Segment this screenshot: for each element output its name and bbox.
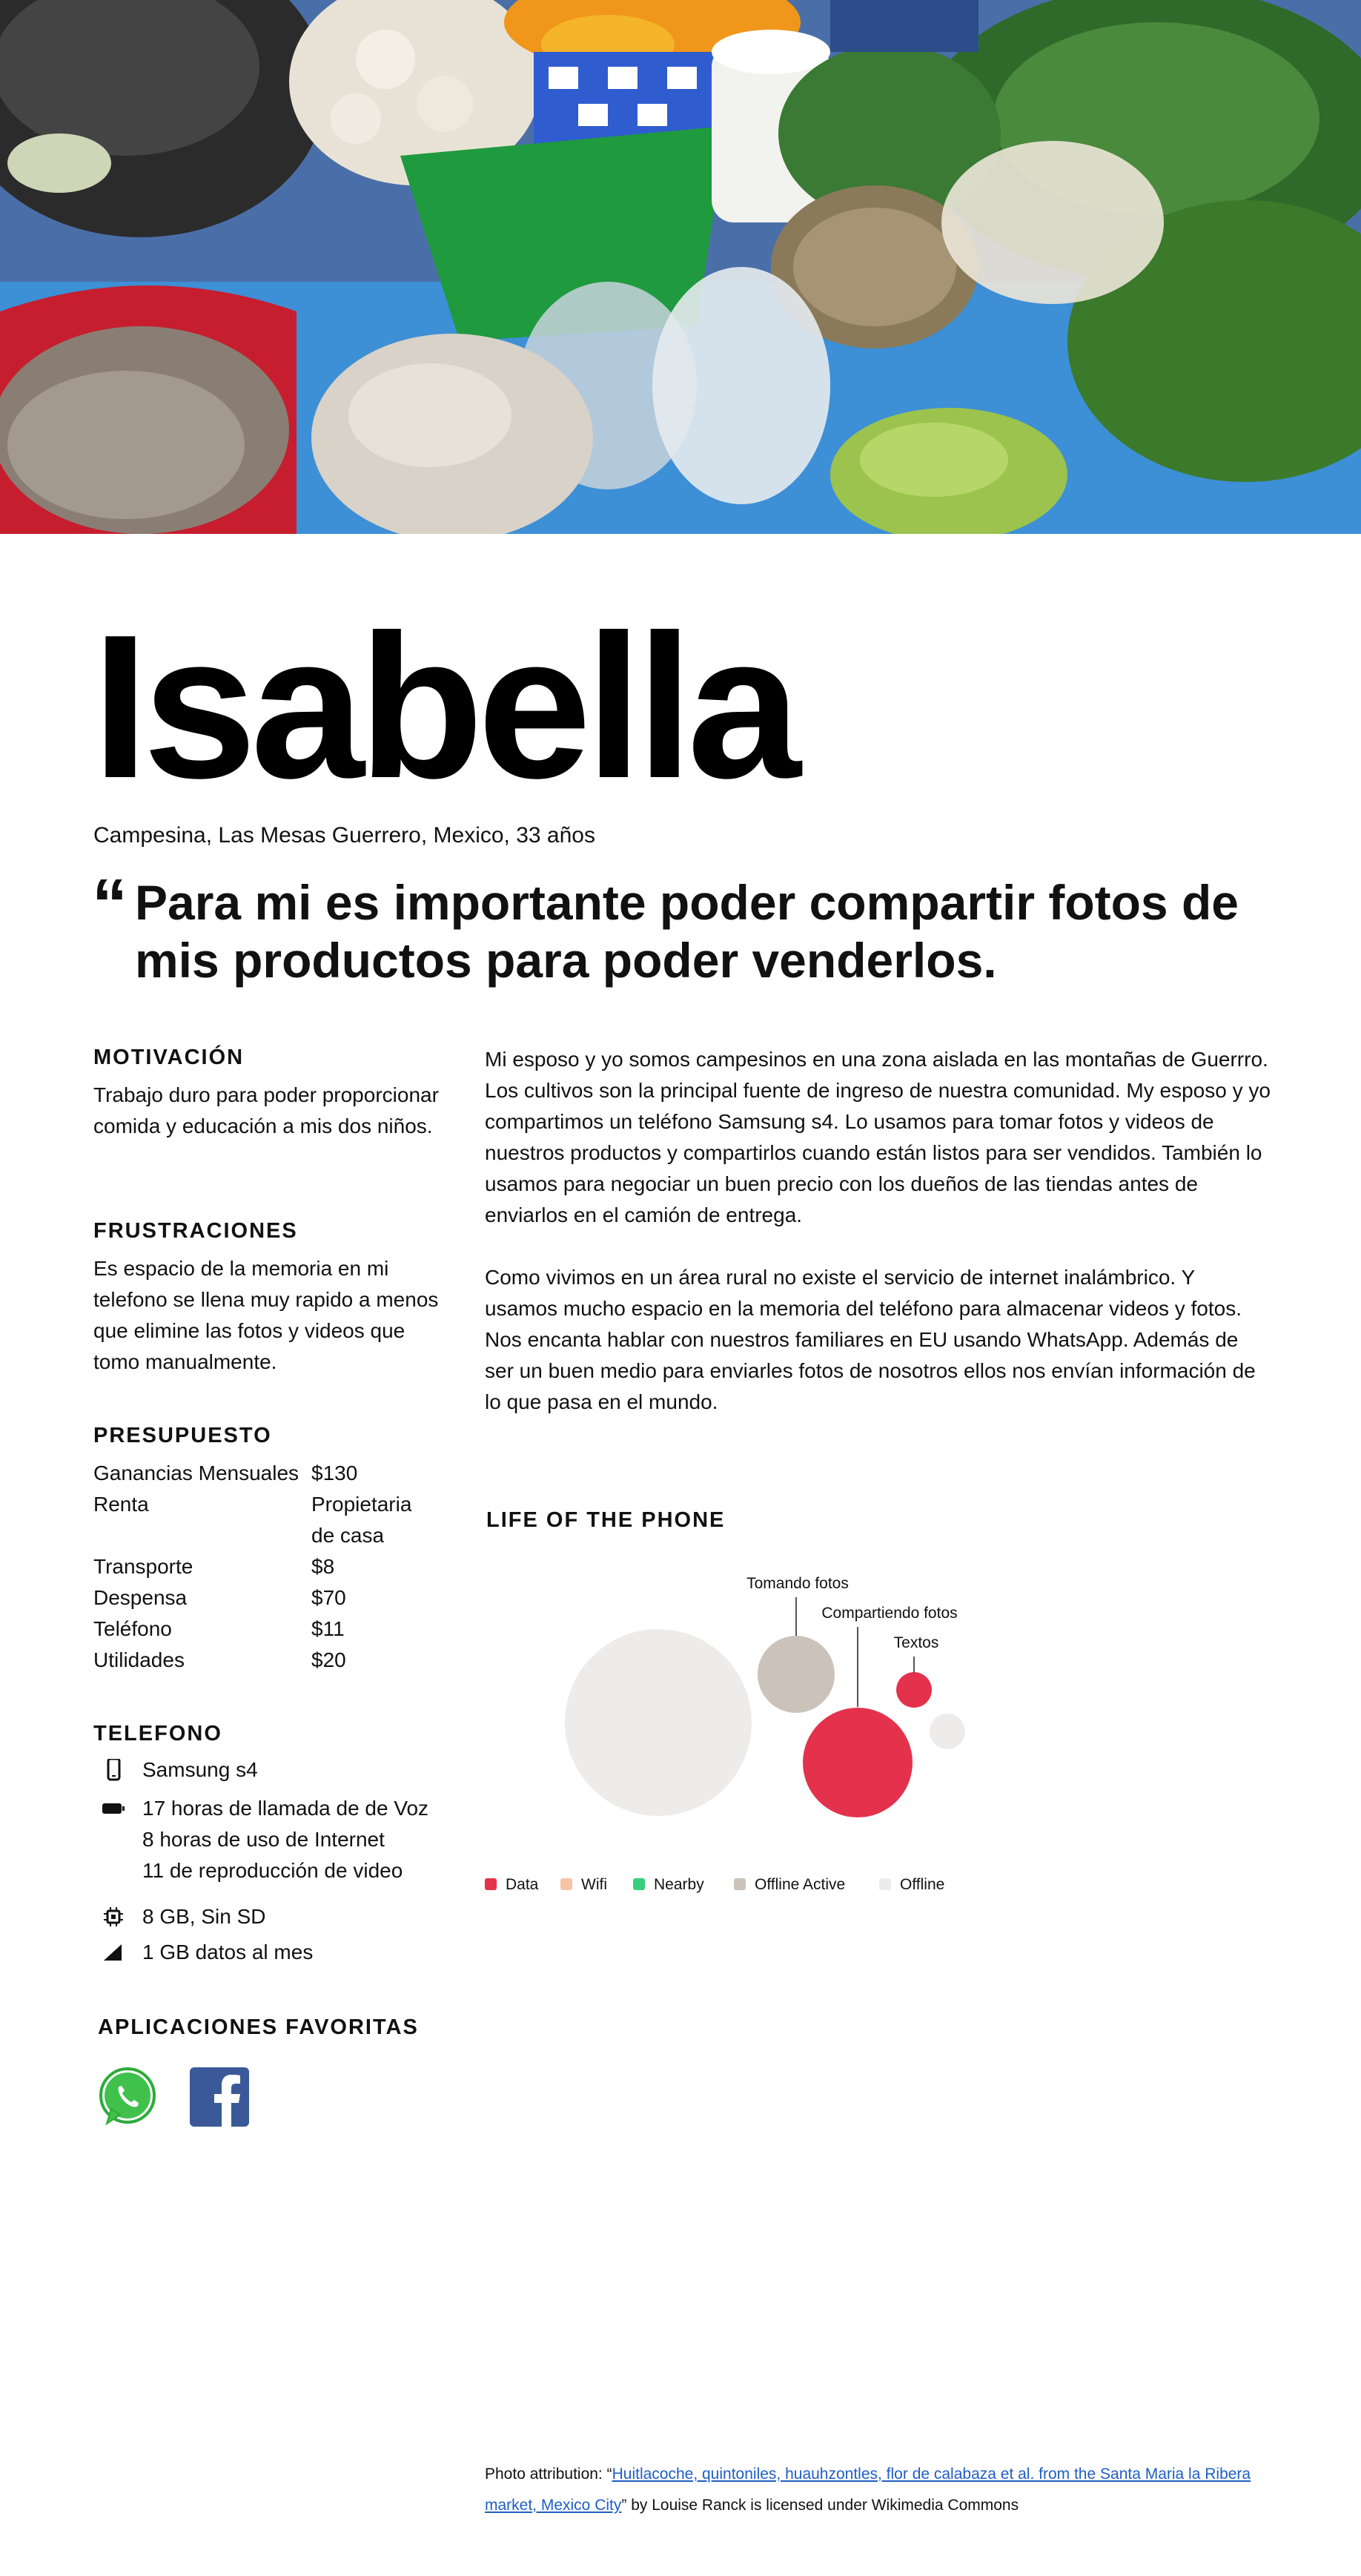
facebook-icon[interactable] xyxy=(188,2066,251,2128)
attribution-link[interactable]: Huitlacoche, quintoniles, huauhzontles, flor de calabaza et al. from the Santa Maria la Ribera market, Mexico City xyxy=(485,2466,1251,2514)
budget-table xyxy=(93,1458,442,1676)
quote-text: Para mi es importante poder compartir fotos de mis productos para poder venderlos. xyxy=(135,875,1239,988)
frustrations-heading: FRUSTRACIONES xyxy=(93,1219,298,1243)
phone-heading: TELEFONO xyxy=(93,1722,222,1746)
battery-icon xyxy=(101,1797,126,1820)
story-paragraph-1: Mi esposo y yo somos campesinos en una zona aislada en las montañas de Guerrro. Los cultivos son la principal fuente de ingreso de nuestra comunidad. My esposo y yo compartimos un teléfono Samsung s4. Lo usamos para tomar fotos y videos de nuestros productos y compartirlos cuando están listos para ser vendidos. También lo usamos para negociar un buen precio con los dueños de las tiendas antes de enviarlos en el camión de entrega. xyxy=(485,1048,1271,1226)
bubble-label: Compartiendo fotos xyxy=(821,1605,958,1622)
budget-row xyxy=(93,1489,442,1551)
legend-swatch xyxy=(485,1878,497,1890)
bubble-offline xyxy=(565,1629,752,1816)
apps-heading: APLICACIONES FAVORITAS xyxy=(98,2015,419,2039)
quote-mark-icon: “ xyxy=(92,865,128,944)
legend-swatch xyxy=(560,1878,572,1890)
budget-value: $8 xyxy=(311,1555,335,1578)
legend-label: Nearby xyxy=(654,1876,704,1893)
bubble-data xyxy=(896,1672,932,1708)
budget-label: Transporte xyxy=(93,1555,193,1578)
motivation-heading: MOTIVACIÓN xyxy=(93,1046,245,1069)
bubble-label: Textos xyxy=(893,1634,939,1651)
hero-photo xyxy=(0,0,1361,534)
battery-line: 8 horas de uso de Internet xyxy=(142,1828,385,1851)
battery-line: 11 de reproducción de video xyxy=(142,1859,403,1882)
chart-title: LIFE OF THE PHONE xyxy=(486,1508,726,1532)
budget-row xyxy=(93,1458,442,1489)
budget-row xyxy=(93,1614,442,1645)
budget-label: Utilidades xyxy=(93,1648,185,1671)
battery-lines xyxy=(142,1793,483,1886)
data-plan-text: 1 GB datos al mes xyxy=(142,1941,314,1964)
legend-label: Offline Active xyxy=(755,1876,846,1893)
persona-name: Isabella xyxy=(92,592,795,821)
budget-value: $70 xyxy=(311,1586,346,1609)
attribution-suffix: ” by Louise Ranck is licensed under Wikimedia Commons xyxy=(621,2497,1019,2514)
budget-value: $11 xyxy=(311,1617,345,1640)
budget-label: Renta xyxy=(93,1493,149,1516)
phone-model-text: Samsung s4 xyxy=(142,1758,258,1781)
budget-row xyxy=(93,1645,442,1676)
chip-icon xyxy=(101,1906,126,1928)
story-paragraph-2: Como vivimos en un área rural no existe el servicio de internet inalámbrico. Y usamos mucho espacio en la memoria del teléfono para almacenar videos y fotos. Nos encanta hablar con nuestros familiares en EU usando WhatsApp. Además de ser un buen medio para enviarles fotos de nosotros ellos nos envían información de lo que pasa en el mundo. xyxy=(485,1266,1256,1413)
bubble-label: Tomando fotos xyxy=(746,1575,849,1592)
battery-line: 17 horas de llamada de de Voz xyxy=(142,1797,429,1820)
budget-value: $20 xyxy=(311,1648,346,1671)
bubble-data xyxy=(803,1708,913,1817)
bubble-chart-svg xyxy=(474,1542,1038,1928)
smartphone-icon xyxy=(101,1759,126,1781)
motivation-text: Trabajo duro para poder proporcionar comida y educación a mis dos niños. xyxy=(93,1083,439,1137)
legend-label: Wifi xyxy=(581,1876,607,1893)
market-produce-illustration xyxy=(0,0,1361,534)
attribution-prefix: Photo attribution: “ xyxy=(485,2466,612,2483)
persona-subtitle: Campesina, Las Mesas Guerrero, Mexico, 33 años xyxy=(93,823,595,848)
legend-swatch xyxy=(879,1878,891,1890)
bubble-offline-active xyxy=(758,1636,835,1713)
whatsapp-icon[interactable] xyxy=(96,2066,159,2128)
budget-row xyxy=(93,1582,442,1614)
budget-label: Despensa xyxy=(93,1586,188,1609)
legend-label: Offline xyxy=(900,1876,945,1893)
signal-icon xyxy=(101,1941,126,1964)
budget-row xyxy=(93,1551,442,1582)
budget-value: Propietaria de casa xyxy=(311,1493,412,1547)
budget-label: Ganancias Mensuales xyxy=(93,1462,299,1484)
frustrations-text: Es espacio de la memoria en mi telefono se llena muy rapido a menos que elimine las fotos y videos que tomo manualmente. xyxy=(93,1257,439,1373)
legend-label: Data xyxy=(506,1876,539,1893)
legend-swatch xyxy=(734,1878,746,1890)
budget-value: $130 xyxy=(311,1462,358,1484)
photo-attribution xyxy=(485,2459,1285,2521)
legend-swatch xyxy=(633,1878,645,1890)
budget-label: Teléfono xyxy=(93,1617,172,1640)
life-of-phone-chart xyxy=(474,1542,1038,1928)
budget-heading: PRESUPUESTO xyxy=(93,1424,272,1447)
storage-text: 8 GB, Sin SD xyxy=(142,1905,266,1928)
bubble-offline xyxy=(930,1714,965,1749)
